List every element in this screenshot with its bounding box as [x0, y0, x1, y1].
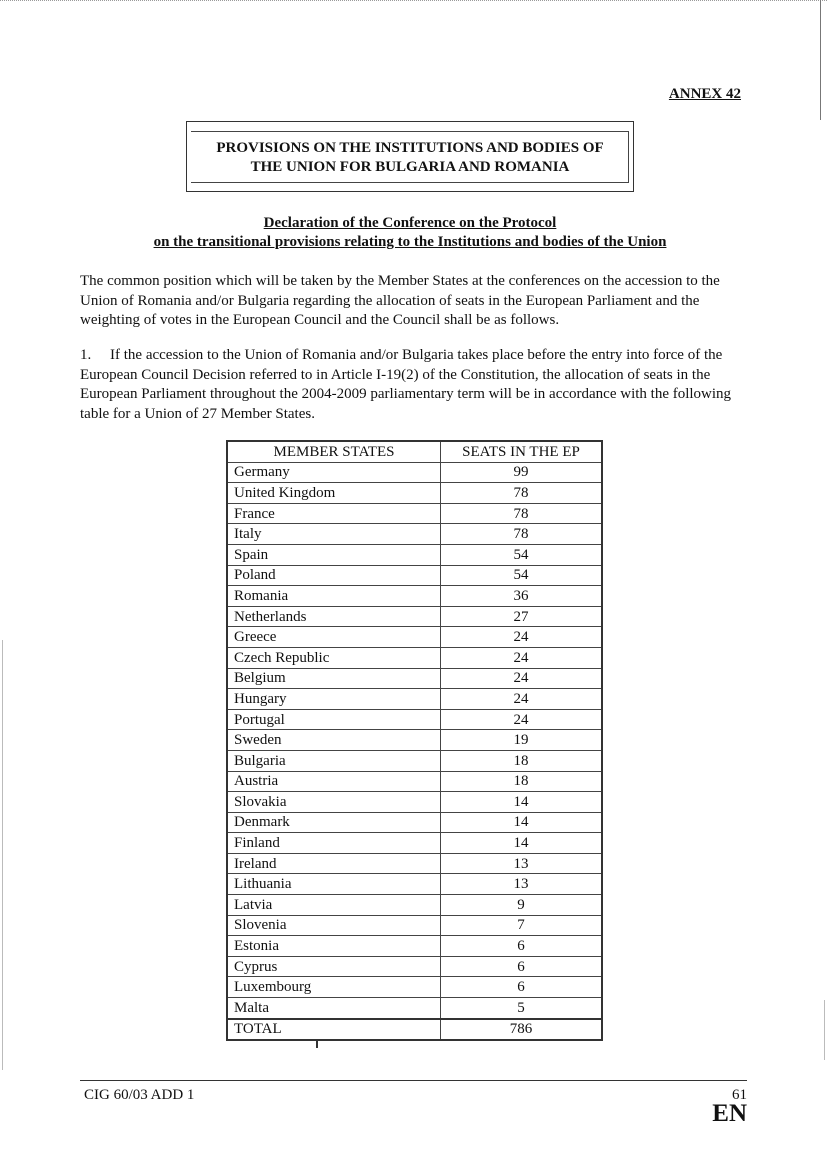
table-row	[227, 544, 602, 565]
member-state-cell: Lithuania	[227, 874, 441, 895]
column-header-seats: SEATS IN THE EP	[441, 441, 603, 462]
table-row	[227, 792, 602, 813]
table-row	[227, 915, 602, 936]
column-header-member-states: MEMBER STATES	[227, 441, 441, 462]
seats-cell: 78	[441, 524, 603, 545]
table-row	[227, 750, 602, 771]
title-line-1: PROVISIONS ON THE INSTITUTIONS AND BODIES OF	[216, 140, 604, 156]
table-row	[227, 936, 602, 957]
table-row	[227, 998, 602, 1019]
table-row	[227, 627, 602, 648]
member-state-cell: France	[227, 503, 441, 524]
table-row	[227, 709, 602, 730]
title-line-2: THE UNION FOR BULGARIA AND ROMANIA	[250, 159, 570, 175]
seats-cell: 24	[441, 647, 603, 668]
seats-cell: 6	[441, 956, 603, 977]
seats-table	[226, 440, 603, 1041]
member-state-cell: Slovakia	[227, 792, 441, 813]
seats-cell: 24	[441, 627, 603, 648]
scan-edge-right-lower	[824, 1000, 825, 1060]
table-row	[227, 771, 602, 792]
table-row	[227, 565, 602, 586]
seats-cell: 18	[441, 750, 603, 771]
member-state-cell: Luxembourg	[227, 977, 441, 998]
page-number: 61	[732, 1087, 747, 1103]
member-state-cell: Belgium	[227, 668, 441, 689]
seats-cell: 5	[441, 998, 603, 1019]
language-code: EN	[712, 1100, 747, 1127]
seats-cell: 24	[441, 689, 603, 710]
annex-number: ANNEX 42	[668, 86, 741, 102]
table-row	[227, 730, 602, 751]
member-state-cell: Slovenia	[227, 915, 441, 936]
member-state-cell: Spain	[227, 544, 441, 565]
total-label-cell: TOTAL	[227, 1019, 441, 1041]
member-state-cell: Hungary	[227, 689, 441, 710]
member-state-cell: Bulgaria	[227, 750, 441, 771]
member-state-cell: Cyprus	[227, 956, 441, 977]
table-row	[227, 647, 602, 668]
declaration-line-2: on the transitional provisions relating to the Institutions and bodies of the Union	[153, 234, 667, 250]
member-state-cell: Romania	[227, 586, 441, 607]
table-row	[227, 586, 602, 607]
seats-cell: 78	[441, 483, 603, 504]
member-state-cell: Germany	[227, 462, 441, 483]
seats-cell: 19	[441, 730, 603, 751]
table-row	[227, 689, 602, 710]
table-row	[227, 895, 602, 916]
member-state-cell: Greece	[227, 627, 441, 648]
paragraph-intro: The common position which will be taken by the Member States at the conferences on the accession to the Union of Romania and/or Bulgaria regarding the allocation of seats in the European Parliament and the weighting of votes in the European Council and the Council shall be as follows.	[80, 273, 720, 328]
table-header-row	[227, 441, 602, 462]
table-row	[227, 668, 602, 689]
table-row	[227, 503, 602, 524]
table-row	[227, 812, 602, 833]
seats-cell: 9	[441, 895, 603, 916]
member-state-cell: Latvia	[227, 895, 441, 916]
scan-edge-right	[820, 0, 821, 120]
seats-cell: 7	[441, 915, 603, 936]
member-state-cell: Finland	[227, 833, 441, 854]
scan-edge-left	[2, 640, 3, 1070]
seats-cell: 14	[441, 833, 603, 854]
member-state-cell: United Kingdom	[227, 483, 441, 504]
footer-rule	[80, 1080, 747, 1081]
scan-mark	[316, 1040, 318, 1048]
document-reference: CIG 60/03 ADD 1	[84, 1087, 195, 1103]
table-total-row	[227, 1019, 602, 1041]
seats-cell: 27	[441, 606, 603, 627]
scan-edge-top	[0, 0, 827, 5]
table-row	[227, 977, 602, 998]
table-row	[227, 874, 602, 895]
seats-cell: 54	[441, 544, 603, 565]
seats-cell: 6	[441, 977, 603, 998]
seats-cell: 54	[441, 565, 603, 586]
seats-cell: 99	[441, 462, 603, 483]
declaration-line-1: Declaration of the Conference on the Protocol	[263, 215, 557, 231]
document-title	[186, 139, 634, 177]
member-state-cell: Poland	[227, 565, 441, 586]
member-state-cell: Malta	[227, 998, 441, 1019]
seats-cell: 24	[441, 709, 603, 730]
seats-cell: 18	[441, 771, 603, 792]
seats-cell: 78	[441, 503, 603, 524]
member-state-cell: Ireland	[227, 853, 441, 874]
table-row	[227, 606, 602, 627]
member-state-cell: Austria	[227, 771, 441, 792]
seats-cell: 14	[441, 812, 603, 833]
table-row	[227, 833, 602, 854]
member-state-cell: Netherlands	[227, 606, 441, 627]
member-state-cell: Czech Republic	[227, 647, 441, 668]
table-row	[227, 853, 602, 874]
paragraph-1: 1. If the accession to the Union of Romania and/or Bulgaria takes place before the entry into force of the European Council Decision referred to in Article I-19(2) of the Constitution, the allocation of seats in the European Parliament throughout the 2004-2009 parliamentary term will be in accordance with the following table for a Union of 27 Member States.	[80, 347, 732, 422]
seats-cell: 24	[441, 668, 603, 689]
member-state-cell: Portugal	[227, 709, 441, 730]
seats-cell: 36	[441, 586, 603, 607]
table-row	[227, 483, 602, 504]
table-row	[227, 956, 602, 977]
member-state-cell: Sweden	[227, 730, 441, 751]
seats-cell: 13	[441, 853, 603, 874]
member-state-cell: Denmark	[227, 812, 441, 833]
table-row	[227, 524, 602, 545]
total-value-cell: 786	[441, 1019, 603, 1041]
member-state-cell: Estonia	[227, 936, 441, 957]
seats-cell: 14	[441, 792, 603, 813]
member-state-cell: Italy	[227, 524, 441, 545]
seats-cell: 13	[441, 874, 603, 895]
seats-cell: 6	[441, 936, 603, 957]
declaration-heading	[100, 214, 720, 252]
table-row	[227, 462, 602, 483]
